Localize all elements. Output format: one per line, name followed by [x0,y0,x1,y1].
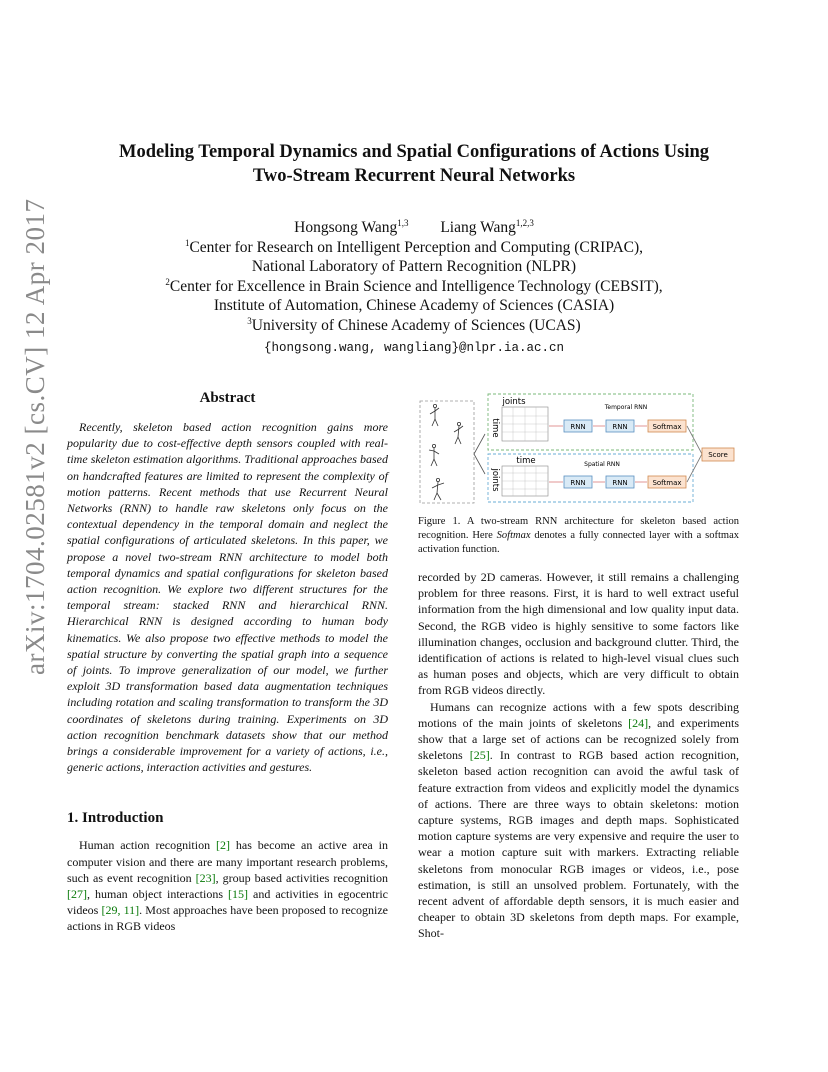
intro-text-b: has become an active area in computer vision and there are many important research problems, such as event recognition [67,838,388,885]
spatial-softmax-label: Softmax [652,479,682,487]
affiliation-1 [60,238,768,258]
intro-text-c: , group based activities recognition [215,870,388,885]
spatial-joints-label: joints [490,468,500,492]
citation-11[interactable]: 11] [123,903,140,918]
intro-text-e: and activities in egocentric videos [67,887,388,918]
spatial-time-label: time [516,456,536,466]
spatial-rnn-1-label: RNN [570,479,586,487]
citation-25[interactable]: [25] [469,748,490,763]
author-2 [440,219,534,236]
author-block [60,218,768,359]
abstract-text: Recently, skeleton based action recognition gains more popularity due to cost-effective depth sensors coupled with real-time skeleton estimation algorithms. Traditional approaches based on handcrafted features are limited to represent the complexity of motion patterns. Recent methods that use Recurrent Neural Networks (RNN) to handle raw skeletons only focus on the contextual dependency in the temporal domain and neglect the spatial configurations of articulated skeletons. In this paper, we propose a novel two-stream RNN architecture to model both temporal dynamics and spatial configurations for skeleton based action recognition. We explore two different structures for the temporal stream: stacked RNN and hierarchical RNN. Hierarchical RNN is designed according to human body kinematics. We also propose two effective methods to model the spatial structure by converting the spatial graph into a sequence of joints. To improve generalization of our model, we further exploit 3D transformation based data augmentation techniques including rotation and scaling transformation to transform the 3D coordinates of skeletons during training. Experiments on 3D action recognition benchmark datasets show that our method brings a considerable improvement for a variety of actions, i.e., generic actions, interaction activities and gestures. [67,420,388,775]
p2-text-b: , and experiments show that a large set of actions can be recognized solely from skeletons [418,715,739,763]
citation-24[interactable]: [24] [628,715,649,730]
skeleton-sequence-box [420,401,474,503]
skeleton-3 [429,444,439,466]
score-label: Score [708,451,728,459]
affiliation-2-line-2: Institute of Automation, Chinese Academy of Sciences (CASIA) [213,297,615,314]
intro-text-a: Human action recognition [79,838,216,853]
temporal-joints-label: joints [502,397,526,407]
affiliation-3-sup: 3 [247,315,252,326]
input-arrow-spatial [474,454,485,474]
skeleton-1 [430,404,439,426]
figure-1-caption [418,515,739,557]
citation-29[interactable]: [29, [101,903,121,918]
figure-1 [418,392,739,505]
author-email: {hongsong.wang, wangliang}@nlpr.ia.ac.cn [263,341,565,355]
citation-23[interactable]: [23] [195,870,216,885]
input-arrow-temporal [474,434,485,454]
temporal-matrix-grid [502,407,548,441]
skeleton-4 [432,478,444,500]
author-1-name: Hongsong Wang [294,219,398,236]
left-column [67,388,388,935]
temporal-softmax-label: Softmax [652,423,682,431]
citation-27[interactable]: [27] [67,887,87,902]
spatial-matrix-grid [502,466,548,496]
right-paragraph-2 [418,699,739,942]
affiliation-3 [60,316,768,336]
title-line-1: Modeling Temporal Dynamics and Spatial Configurations of Actions Using [118,142,710,162]
abstract-heading: Abstract [199,390,256,406]
arxiv-identifier: arXiv:1704.02581v2 [cs.CV] 12 Apr 2017 [20,198,50,675]
citation-15[interactable]: [15] [228,887,248,902]
affiliation-1-line-1: Center for Research on Intelligent Perception and Computing (CRIPAC), [189,238,644,256]
temporal-rnn-2-label: RNN [612,423,628,431]
right-column [418,392,739,942]
affiliation-2-sup: 2 [165,276,170,287]
caption-softmax: Softmax [496,530,531,541]
affiliation-2 [60,277,768,297]
figure-1-diagram [418,392,739,505]
temporal-rnn-1-label: RNN [570,423,586,431]
spatial-rnn-2-label: RNN [612,479,628,487]
author-1 [294,219,408,236]
caption-text-a: Figure 1. A two-stream RNN architecture for skeleton based action recognition. Here [418,516,739,541]
intro-text-f: . Most approaches have been proposed to recognize actions in RGB videos [67,903,388,934]
affiliation-1-line-2: National Laboratory of Pattern Recognition (NLPR) [251,258,577,275]
spatial-rnn-label: Spatial RNN [584,461,620,468]
introduction-heading: 1. Introduction [67,810,164,827]
p2-text-c: . In contrast to RGB based action recognition, skeleton based action recognition can avoid the awful task of feature extraction from videos and explicitly model the dynamics of actions. There are three ways to obtain skeletons: motion capture systems, RGB images and depth maps. Sophisticated motion capture systems are very expensive and require the user to wear a motion capture suit with markers. Extracting reliable skeletons from monocular RGB images or videos, i.e., pose estimation, is still an unsolved problem. Fortunately, with the recent advent of affordable depth sensors, it is much easier and cheaper to obtain 3D skeletons from depth maps. For example, Shot- [418,748,739,941]
skeleton-2 [454,422,463,444]
author-1-affil: 1,3 [397,217,409,228]
citation-2[interactable]: [2] [216,838,230,853]
temporal-time-label: time [490,418,500,438]
affiliation-1-sup: 1 [184,237,190,248]
affiliation-3-line-1: University of Chinese Academy of Sciences (UCAS) [251,316,581,334]
paper-title [60,140,768,188]
introduction-paragraph [67,837,388,934]
author-names [60,218,768,238]
affiliation-2-line-1: Center for Excellence in Brain Science and Intelligence Technology (CEBSIT), [169,277,663,295]
caption-text-b: denotes a fully connected layer with a softmax activation function. [418,530,739,555]
intro-text-d: , human object interactions [87,887,228,902]
author-2-name: Liang Wang [440,219,516,236]
skeleton-figures [429,404,463,500]
author-2-affil: 1,2,3 [515,217,534,228]
temporal-rnn-label: Temporal RNN [604,404,648,411]
p2-text-a: Humans can recognize actions with a few spots describing motions of the main joints of skeletons [418,699,739,730]
right-paragraph-1: recorded by 2D cameras. However, it still remains a challenging problem for three reasons. First, it is hard to well extract useful information from the high dimensional and low quality input data. Second, the RGB video is highly sensitive to some factors like illumination changes, occlusion and background clutter. Third, the identification of actions is related to high-level visual clues such as human poses and objects, which are very difficult to obtain from RGB videos directly. [418,570,739,698]
title-line-2: Two-Stream Recurrent Neural Networks [252,166,576,186]
